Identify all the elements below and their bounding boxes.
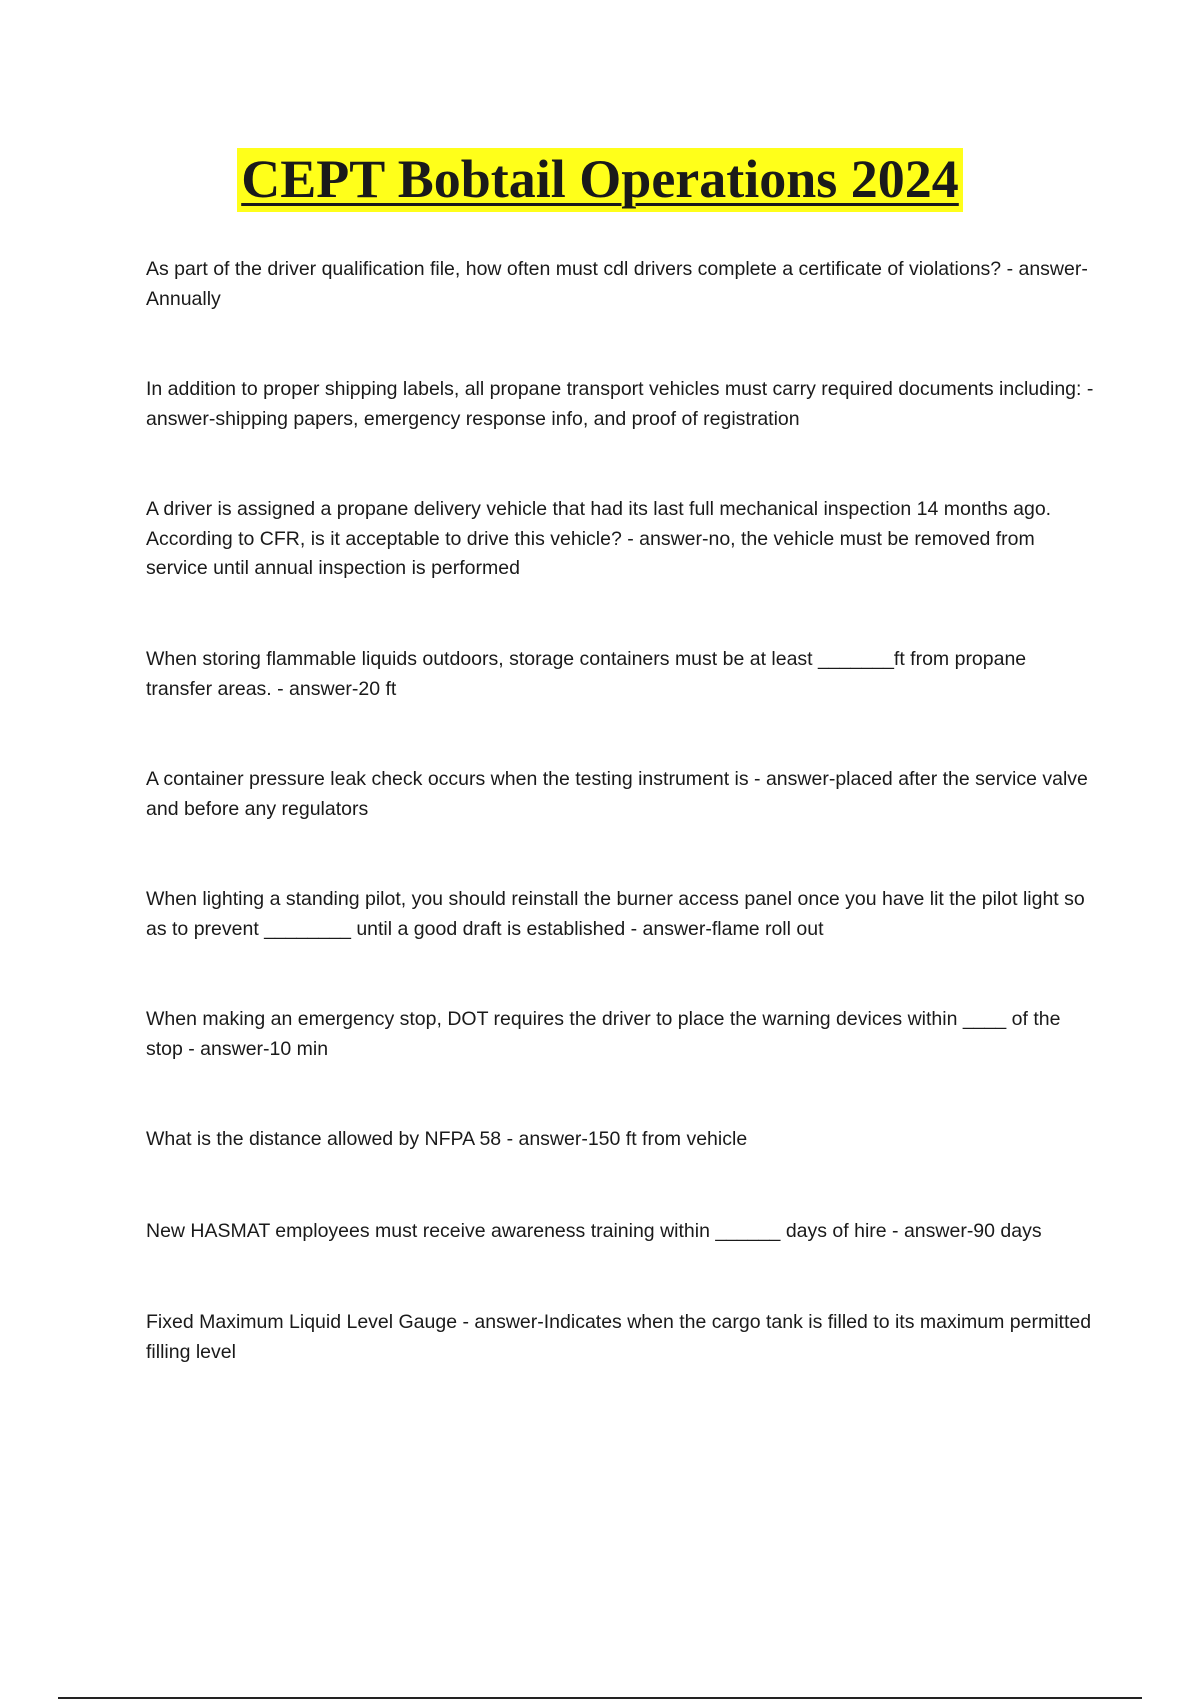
qa-item: What is the distance allowed by NFPA 58 - answer-150 ft from vehicle: [146, 1128, 748, 1150]
qa-item: New HASMAT employees must receive awareness training within ______ days of hire - answer-90 days: [146, 1220, 1042, 1242]
footer-divider: [58, 1697, 1142, 1699]
qa-item: A driver is assigned a propane delivery vehicle that had its last full mechanical inspection 14 months ago. According to CFR, is it acceptable to drive this vehicle? - answer-no, the vehicle must be removed from service until annual inspection is performed: [146, 498, 1052, 579]
document-title: CEPT Bobtail Operations 2024: [237, 148, 963, 212]
qa-item: A container pressure leak check occurs when the testing instrument is - answer-placed after the service valve and before any regulators: [146, 768, 1088, 820]
qa-item: Fixed Maximum Liquid Level Gauge - answer-Indicates when the cargo tank is filled to its maximum permitted filling level: [146, 1311, 1092, 1363]
title-wrap: [0, 148, 1200, 212]
qa-item: When storing flammable liquids outdoors, storage containers must be at least _______ft from propane transfer areas. - answer-20 ft: [146, 648, 1027, 700]
qa-item: As part of the driver qualification file, how often must cdl drivers complete a certificate of violations? - answer-Annually: [146, 258, 1088, 310]
qa-item: When lighting a standing pilot, you should reinstall the burner access panel once you have lit the pilot light so as to prevent ________ until a good draft is established - answer-flame roll out: [146, 888, 1085, 940]
qa-item: When making an emergency stop, DOT requires the driver to place the warning devices within ____ of the stop - answer-10 min: [146, 1008, 1061, 1060]
qa-item: In addition to proper shipping labels, all propane transport vehicles must carry required documents including: - answer-shipping papers, emergency response info, and proof of registration: [146, 378, 1094, 430]
